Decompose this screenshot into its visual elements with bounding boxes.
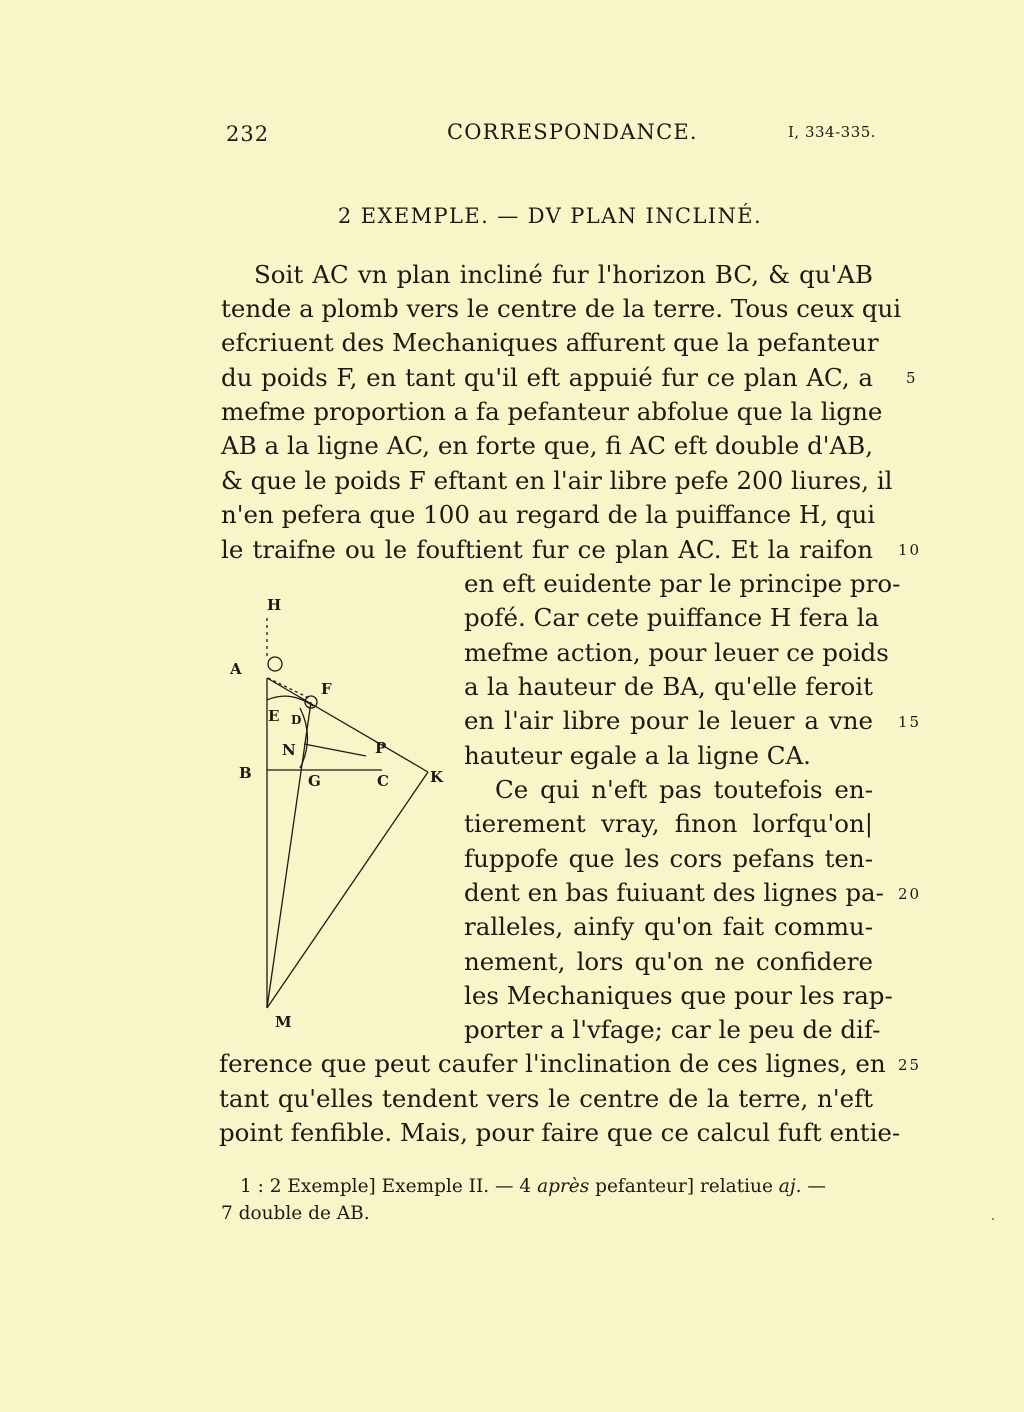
label-m: M	[275, 1013, 292, 1031]
body-line: tant qu'elles tendent vers le centre de la terre, n'eft	[219, 1084, 873, 1113]
label-h: H	[267, 596, 282, 614]
dotted-line-af	[268, 678, 309, 698]
footnote-text: pefanteur] relatiue	[589, 1176, 779, 1197]
body-line: tende a plomb vers le centre de la terre. Tous ceux qui	[221, 294, 902, 323]
footnote-italic: aj.	[778, 1176, 802, 1197]
label-p: P	[375, 739, 387, 757]
footnote-line-1	[240, 1174, 826, 1200]
line-np	[304, 744, 366, 756]
body-line: dent en bas fuiuant des lignes pa-	[464, 878, 884, 907]
label-n: N	[282, 741, 296, 759]
label-k: K	[430, 768, 444, 786]
body-line: efcriuent des Mechaniques affurent que la pefanteur	[221, 328, 879, 357]
footnote-italic: après	[537, 1176, 590, 1197]
body-line: & que le poids F eftant en l'air libre pefe 200 liures, il	[221, 466, 893, 495]
pulley-circle	[268, 657, 282, 671]
print-speck	[992, 1218, 994, 1220]
body-line: AB a la ligne AC, en forte que, fi AC eft double d'AB,	[221, 431, 873, 460]
body-line: les Mechaniques que pour les rap-	[464, 981, 893, 1010]
body-line: ralleles, ainfy qu'on fait commu-	[464, 912, 873, 941]
body-line: Ce qui n'eft pas toutefois en-	[495, 775, 873, 804]
body-line: le traifne ou le fouftient fur ce plan AC. Et la raifon	[221, 535, 873, 564]
page-number: 232	[226, 122, 270, 146]
line-number: 10	[898, 541, 922, 559]
label-b: B	[239, 764, 252, 782]
body-line: du poids F, en tant qu'il eft appuié fur ce plan AC, a	[221, 363, 873, 392]
body-line: pofé. Car cete puiffance H fera la	[464, 603, 880, 632]
line-number: 20	[898, 885, 922, 903]
inclined-plane-diagram	[220, 588, 445, 1038]
line-number: 15	[898, 713, 922, 731]
body-line: a la hauteur de BA, qu'elle feroit	[464, 672, 873, 701]
body-line: tierement vray, finon lorfqu'on|	[464, 809, 873, 838]
body-line: ference que peut caufer l'inclination de ces lignes, en	[219, 1049, 886, 1078]
label-g: G	[308, 772, 321, 790]
body-line: porter a l'vfage; car le peu de dif-	[464, 1015, 881, 1044]
label-d: D	[291, 713, 302, 727]
body-line: point fenfible. Mais, pour faire que ce calcul fuft entie-	[219, 1118, 901, 1147]
line-mk	[267, 772, 428, 1008]
body-line: mefme proportion a fa pefanteur abfolue que la ligne	[221, 397, 883, 426]
body-line: nement, lors qu'on ne confidere	[464, 947, 873, 976]
label-f: F	[321, 680, 332, 698]
body-line: en eft euidente par le principe pro-	[464, 569, 901, 598]
body-line: mefme action, pour leuer ce poids	[464, 638, 889, 667]
body-line: n'en pefera que 100 au regard de la puiffance H, qui	[221, 500, 876, 529]
body-line: Soit AC vn plan incliné fur l'horizon BC, & qu'AB	[254, 260, 873, 289]
footnote-text: —	[801, 1176, 826, 1197]
section-title: 2 EXEMPLE. — DV PLAN INCLINÉ.	[337, 204, 763, 228]
running-title: CORRESPONDANCE.	[447, 120, 698, 144]
label-e: E	[268, 707, 280, 725]
footnote-text: 1 : 2 Exemple] Exemple II. — 4	[240, 1176, 538, 1197]
line-number: 25	[898, 1056, 922, 1074]
line-number: 5	[906, 369, 918, 387]
body-line: fuppofe que les cors pefans ten-	[464, 844, 873, 873]
body-line: hauteur egale a la ligne CA.	[464, 741, 811, 770]
label-c: C	[377, 772, 389, 790]
body-line: en l'air libre pour le leuer a vne	[464, 706, 873, 735]
footnote-line-2: 7 double de AB.	[221, 1203, 370, 1224]
label-a: A	[230, 660, 242, 678]
page-reference: I, 334-335.	[788, 123, 877, 141]
